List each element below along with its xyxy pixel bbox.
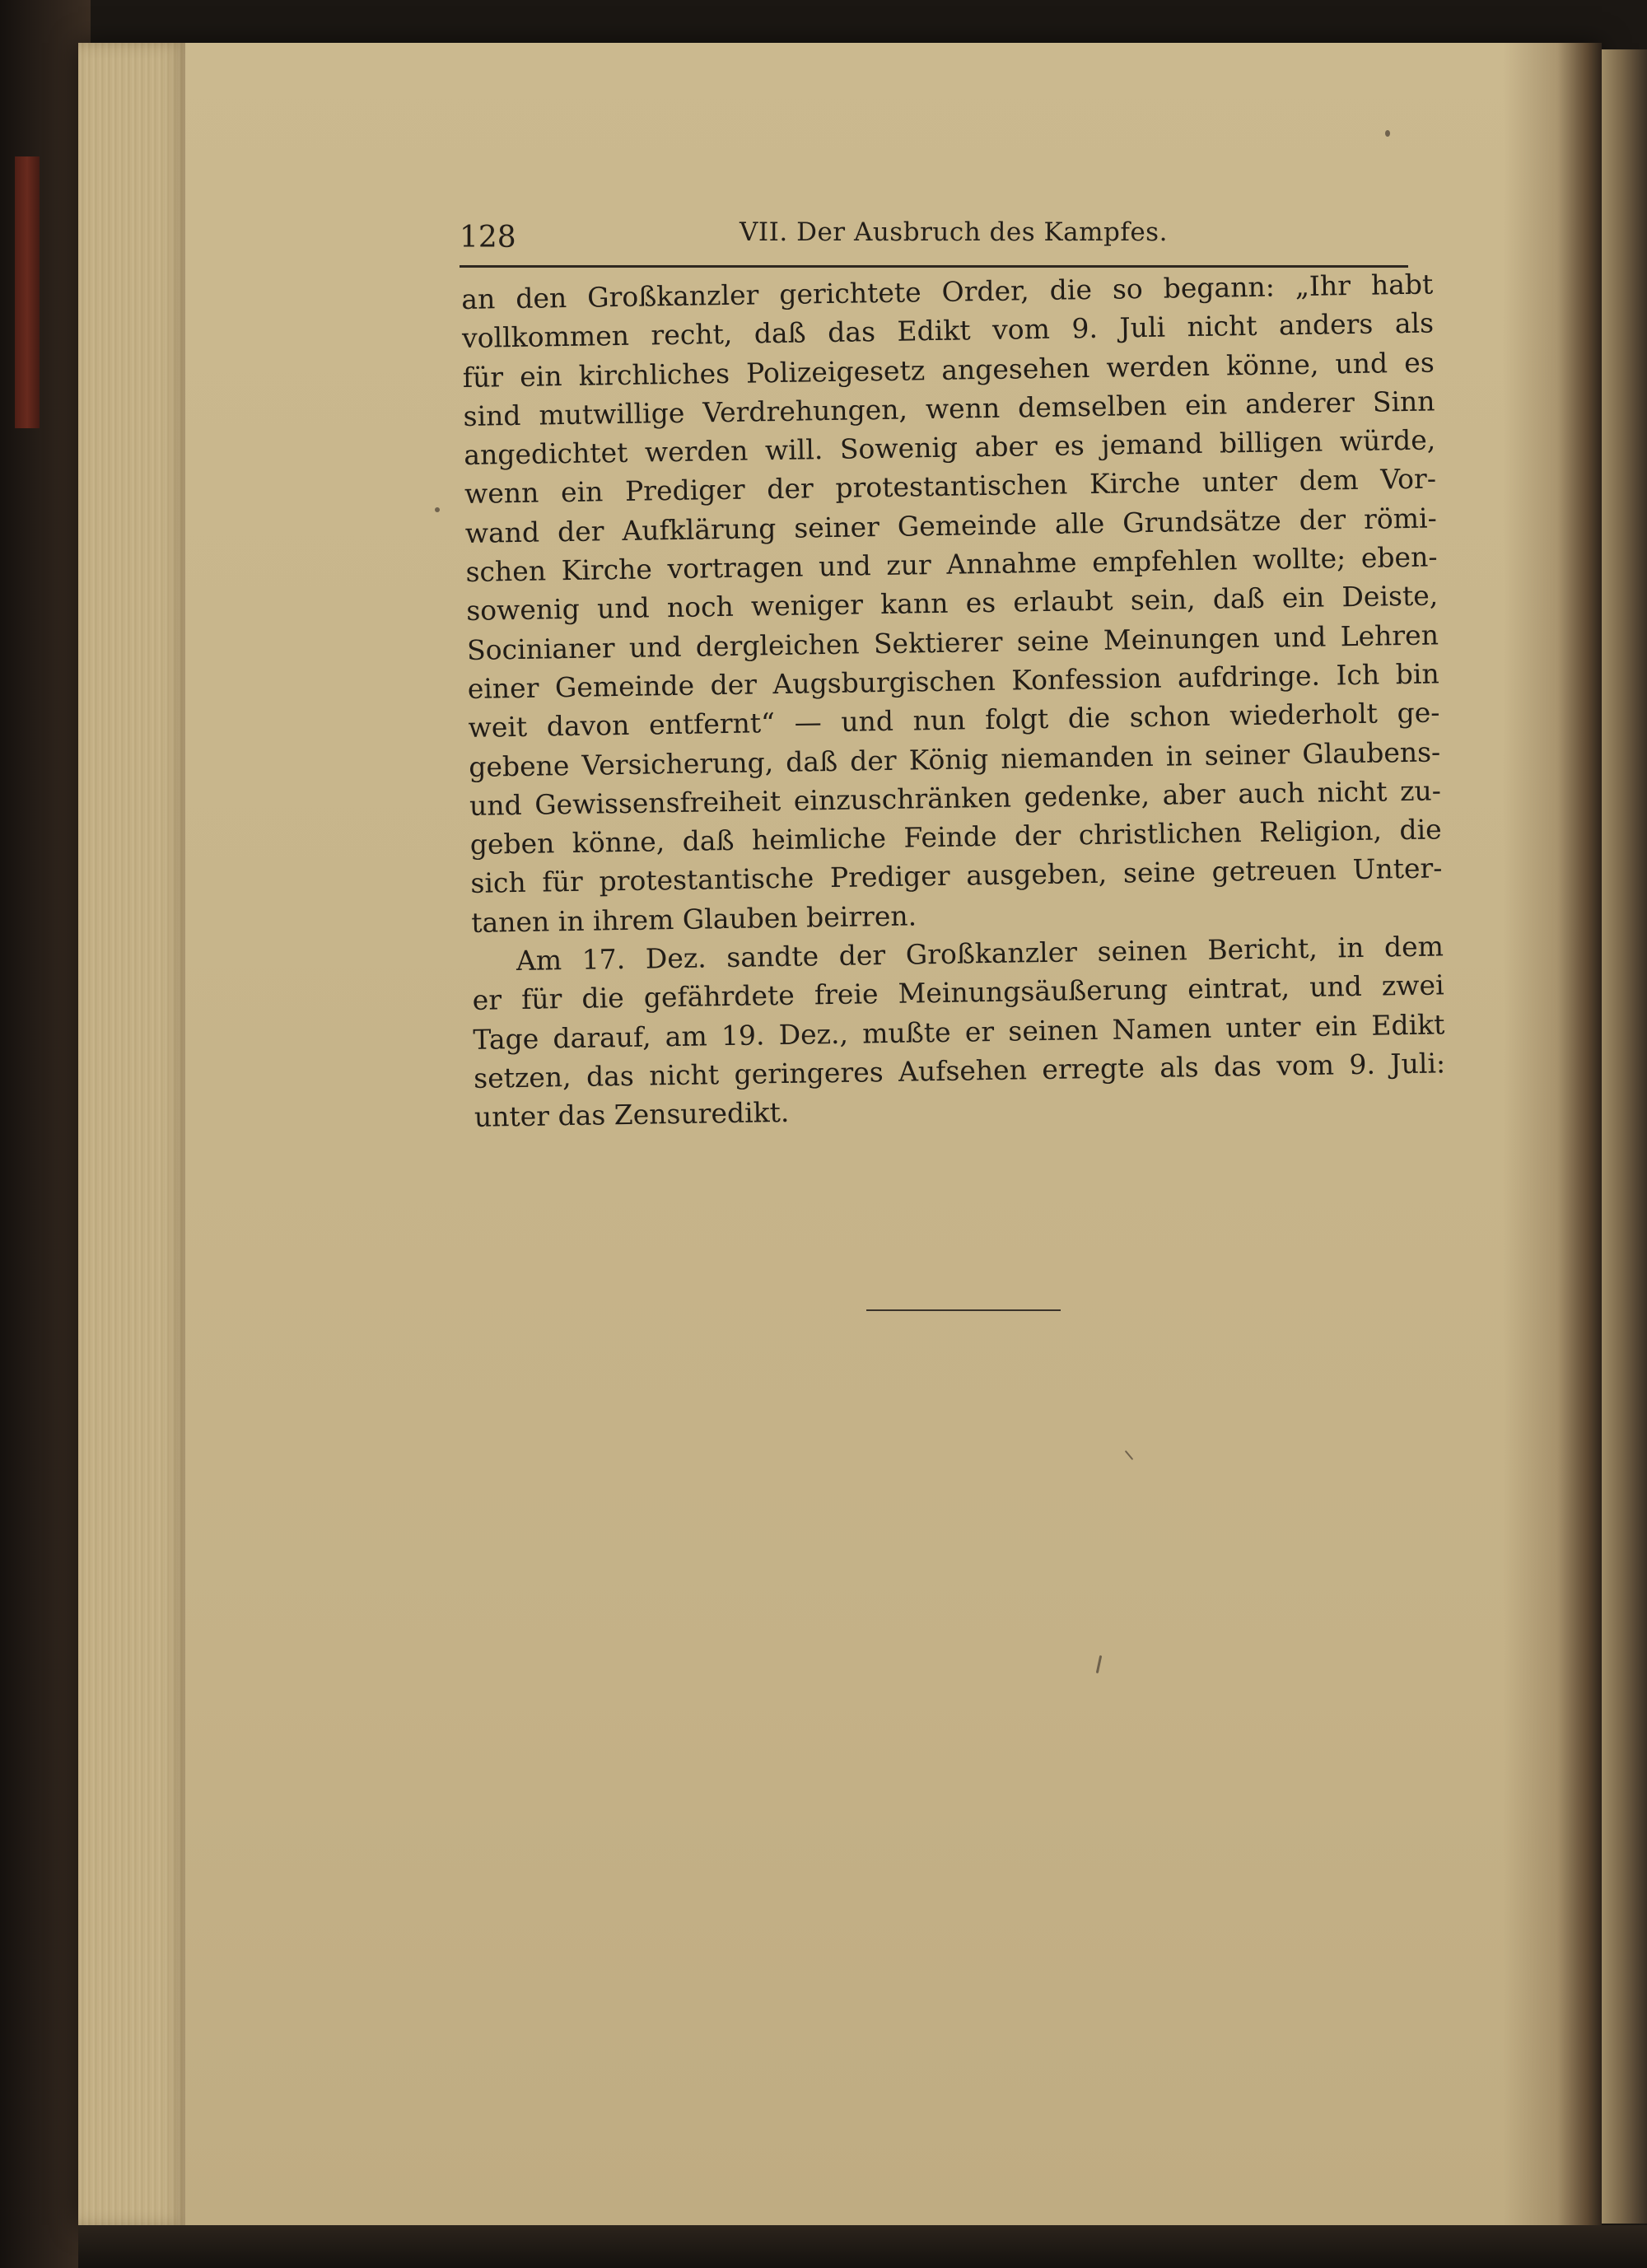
- text-line: an den Großkanzler gerichtete Order, die so begann: „Ihr habt: [461, 268, 1434, 315]
- text-line: sind mutwillige Verdrehungen, wenn demselben ein anderer Sinn: [463, 385, 1435, 432]
- paragraph-2: [472, 926, 1447, 1136]
- page-number: 128: [460, 221, 516, 254]
- text-line: angedichtet werden will. Sowenig aber es jemand billigen würde,: [464, 423, 1436, 472]
- body-text: [461, 264, 1446, 1136]
- text-line: wand der Aufklärung seiner Gemeinde alle Grundsätze der römi-: [464, 502, 1437, 549]
- text-line: tanen in ihrem Glauben beirren.: [470, 899, 917, 939]
- text-line: unter das Zensuredikt.: [474, 1096, 790, 1134]
- text-line: sich für protestantische Prediger ausgeben, seine getreuen Unter-: [470, 852, 1443, 900]
- text-line: sowenig und noch weniger kann es erlaubt sein, daß ein Deiste,: [466, 579, 1439, 628]
- text-line: er für die gefährdete freie Meinungsäußerung eintrat, und zwei: [472, 968, 1444, 1017]
- paper-speck: [1385, 130, 1390, 137]
- text-line: wenn ein Prediger der protestantischen Kirche unter dem Vor-: [464, 462, 1437, 511]
- facing-page-edge: [1602, 49, 1647, 2224]
- book-cover-left: [0, 0, 91, 2268]
- text-line: Am 17. Dez. sandte der Großkanzler seinen Bericht, in dem: [516, 930, 1444, 978]
- text-line: schen Kirche vortragen und zur Annahme empfehlen wollte; eben-: [465, 540, 1438, 589]
- text-line: für ein kirchliches Polizeigesetz angesehen werden könne, und es: [462, 346, 1435, 394]
- text-line: und Gewissensfreiheit einzuschränken gedenke, aber auch nicht zu-: [469, 774, 1442, 822]
- cover-edge-red: [15, 156, 40, 428]
- text-line: einer Gemeinde der Augsburgischen Konfession aufdringe. Ich bin: [467, 657, 1439, 705]
- paper-speck: [435, 507, 440, 512]
- text-line: geben könne, daß heimliche Feinde der christlichen Religion, die: [469, 813, 1442, 861]
- page-gutter-shadow: [1503, 43, 1602, 2225]
- text-line: Tage darauf, am 19. Dez., mußte er seinen Namen unter ein Edikt: [473, 1007, 1445, 1056]
- chapter-title: VII. Der Ausbruch des Kampfes.: [740, 217, 1168, 247]
- page-edges-stack: [78, 43, 185, 2225]
- text-line: setzen, das nicht geringeres Aufsehen erregte als das vom 9. Juli:: [473, 1047, 1446, 1094]
- text-line: Socinianer und dergleichen Sektierer seine Meinungen und Lehren: [466, 618, 1439, 666]
- paragraph-1: [461, 264, 1443, 941]
- text-line: weit davon entfernt“ — und nun folgt die schon wiederholt ge-: [468, 696, 1440, 744]
- running-head: [460, 216, 1408, 268]
- bottom-shadow: [78, 2225, 1647, 2268]
- end-rule: [866, 1309, 1061, 1311]
- text-line: gebene Versicherung, daß der König niemanden in seiner Glaubens-: [468, 735, 1441, 783]
- text-line: vollkommen recht, daß das Edikt vom 9. Juli nicht anders als: [461, 306, 1435, 355]
